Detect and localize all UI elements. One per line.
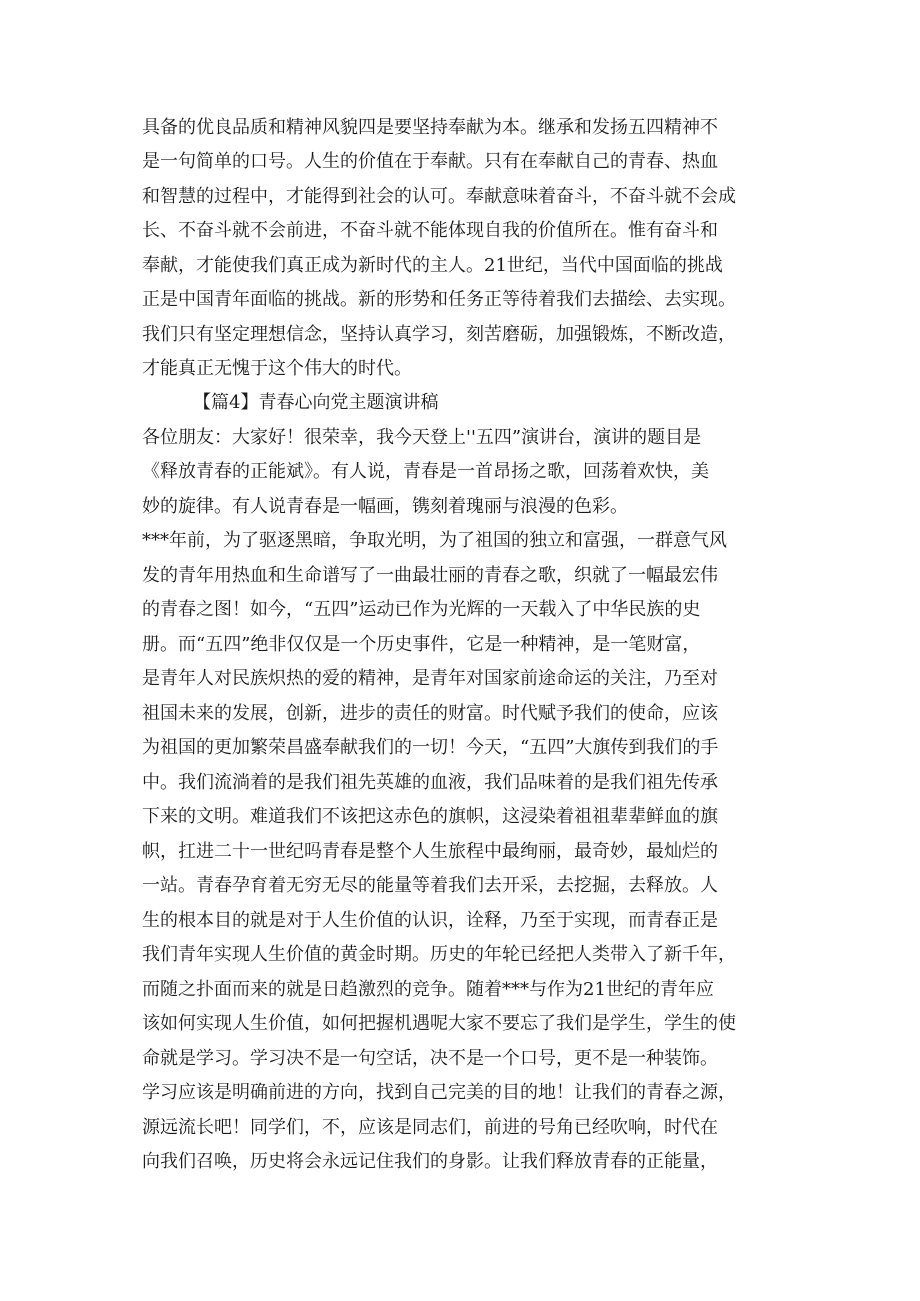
paragraph-line: 是一句简单的口号。人生的价值在于奉献。只有在奉献自己的青春、热血 [142, 151, 718, 172]
paragraph-line: 和智慧的过程中，才能得到社会的认可。奉献意味着奋斗，不奋斗就不会成 [142, 186, 736, 207]
section-heading: 【篇4】青春心向党主题演讲稿 [193, 392, 439, 413]
paragraph-line: 向我们召唤，历史将会永远记住我们的身影。让我们释放青春的正能量， [142, 1151, 718, 1172]
paragraph-line: 发的青年用热血和生命谱写了一曲最壮丽的青春之歌，织就了一幅最宏伟 [142, 565, 718, 586]
paragraph-line: 的青春之图！如今，“五四”运动已作为光辉的一天载入了中华民族的史 [142, 599, 701, 620]
paragraph-line: 帜，扛进二十一世纪吗青春是整个人生旅程中最绚丽，最奇妙，最灿烂的 [142, 841, 718, 862]
paragraph-line: 奉献，才能使我们真正成为新时代的主人。21世纪，当代中国面临的挑战 [142, 255, 723, 276]
paragraph-line: ***年前，为了驱逐黑暗，争取光明，为了祖国的独立和富强，一群意气风 [142, 530, 727, 551]
paragraph-line: 该如何实现人生价值，如何把握机遇呢大家不要忘了我们是学生，学生的使 [142, 1013, 736, 1034]
paragraph-line: 为祖国的更加繁荣昌盛奉献我们的一切！今天，“五四”大旗传到我们的手 [142, 737, 719, 758]
paragraph-line: 命就是学习。学习决不是一句空话，决不是一个口号，更不是一种装饰。 [142, 1048, 718, 1069]
paragraph-line: 学习应该是明确前进的方向，找到自己完美的目的地！让我们的青春之源， [142, 1082, 736, 1103]
paragraph-line: 我们青年实现人生价值的黄金时期。历史的年轮已经把人类带入了新千年， [142, 944, 736, 965]
paragraph-line: 中。我们流淌着的是我们祖先英雄的血液，我们品味着的是我们祖先传承 [142, 772, 718, 793]
paragraph-line: 生的根本目的就是对于人生价值的认识，诠释，乃至于实现，而青春正是 [142, 910, 718, 931]
paragraph-line: 各位朋友：大家好！很荣幸，我今天登上''五四”演讲台，演讲的题目是 [142, 427, 702, 448]
paragraph-line: 祖国未来的发展，创新，进步的责任的财富。时代赋予我们的使命，应该 [142, 703, 718, 724]
paragraph-line: 而随之扑面而来的就是日趋激烈的竞争。随着***与作为21世纪的青年应 [142, 979, 714, 1000]
paragraph-line: 妙的旋律。有人说青春是一幅画，镌刻着瑰丽与浪漫的色彩。 [142, 496, 628, 517]
paragraph-line: 下来的文明。难道我们不该把这赤色的旗帜，这浸染着祖祖辈辈鲜血的旗 [142, 806, 718, 827]
paragraph-line: 具备的优良品质和精神风貌四是要坚持奉献为本。继承和发扬五四精神不 [142, 117, 718, 138]
paragraph-line: 长、不奋斗就不会前进，不奋斗就不能体现自我的价值所在。惟有奋斗和 [142, 220, 718, 241]
paragraph-line: 是青年人对民族炽热的爱的精神，是青年对国家前途命运的关注，乃至对 [142, 668, 718, 689]
paragraph-line: 我们只有坚定理想信念，坚持认真学习，刻苦磨砺，加强锻炼，不断改造， [142, 324, 736, 345]
paragraph-line: 正是中国青年面临的挑战。新的形势和任务正等待着我们去描绘、去实现。 [142, 289, 736, 310]
paragraph-line: 源远流长吧！同学们，不，应该是同志们，前进的号角已经吹响，时代在 [142, 1117, 718, 1138]
paragraph-line: 才能真正无愧于这个伟大的时代。 [142, 358, 412, 379]
paragraph-line: 一站。青春孕育着无穷无尽的能量等着我们去开采，去挖掘，去释放。人 [142, 875, 718, 896]
paragraph-line: 《释放青春的正能斌》。有人说，青春是一首昂扬之歌，回荡着欢快，美 [142, 461, 709, 482]
paragraph-line: 册。而“五四”绝非仅仅是一个历史事件，它是一种精神，是一笔财富， [142, 634, 701, 655]
